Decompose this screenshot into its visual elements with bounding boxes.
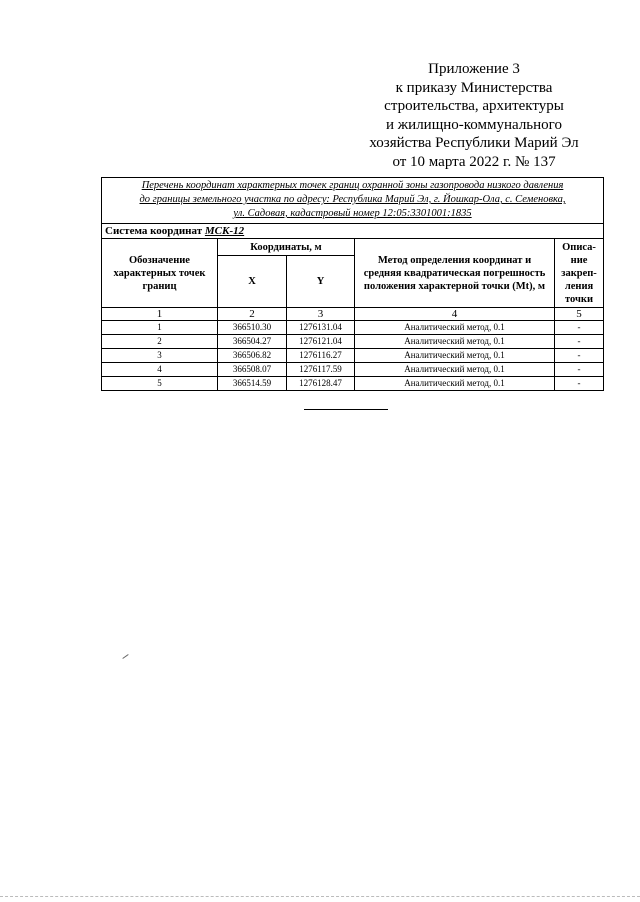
point-number: 2 bbox=[102, 335, 218, 349]
fixing-description: - bbox=[555, 321, 604, 335]
header-x: X bbox=[218, 256, 287, 308]
column-number: 5 bbox=[555, 308, 604, 321]
appendix-line: к приказу Министерства bbox=[395, 79, 553, 96]
table-row bbox=[102, 321, 604, 335]
point-number: 4 bbox=[102, 363, 218, 377]
column-number-row bbox=[102, 308, 604, 321]
coord-y: 1276121.04 bbox=[287, 335, 355, 349]
table-row bbox=[102, 377, 604, 391]
header-fixing-line: точки bbox=[565, 293, 594, 305]
header-coordinates: Координаты, м bbox=[218, 239, 355, 256]
table-caption bbox=[102, 178, 604, 224]
appendix-line: от 10 марта 2022 г. № 137 bbox=[392, 153, 556, 170]
coordinate-system-label: Система координат bbox=[105, 225, 205, 237]
header-fixing bbox=[555, 239, 604, 308]
method: Аналитический метод, 0.1 bbox=[355, 349, 555, 363]
fixing-description: - bbox=[555, 349, 604, 363]
appendix-line: хозяйства Республики Марий Эл bbox=[369, 135, 579, 151]
caption-line: ул. Садовая, кадастровый номер 12:05:3301001:1835 bbox=[233, 208, 472, 219]
table-row bbox=[102, 335, 604, 349]
coord-x: 366514.59 bbox=[218, 377, 287, 391]
coord-x: 366506.82 bbox=[218, 349, 287, 363]
fixing-description: - bbox=[555, 363, 604, 377]
table-row bbox=[102, 349, 604, 363]
point-number: 5 bbox=[102, 377, 218, 391]
method: Аналитический метод, 0.1 bbox=[355, 377, 555, 391]
coord-x: 366504.27 bbox=[218, 335, 287, 349]
table-row bbox=[102, 363, 604, 377]
coordinates-table bbox=[101, 177, 604, 391]
column-number: 4 bbox=[355, 308, 555, 321]
header-fixing-line: Описа- bbox=[562, 241, 596, 253]
appendix-header bbox=[368, 60, 580, 171]
point-number: 1 bbox=[102, 321, 218, 335]
coord-y: 1276117.59 bbox=[287, 363, 355, 377]
method: Аналитический метод, 0.1 bbox=[355, 335, 555, 349]
column-number: 1 bbox=[102, 308, 218, 321]
header-y: Y bbox=[287, 256, 355, 308]
pen-mark bbox=[122, 654, 128, 659]
caption-line: до границы земельного участка по адресу: Республика Марий Эл, г. Йошкар-Ола, с. Семеновка, bbox=[139, 194, 566, 205]
coordinate-system bbox=[102, 224, 604, 239]
fixing-description: - bbox=[555, 377, 604, 391]
end-rule bbox=[304, 409, 388, 410]
column-number: 3 bbox=[287, 308, 355, 321]
coord-y: 1276116.27 bbox=[287, 349, 355, 363]
header-fixing-line: ления bbox=[564, 280, 594, 292]
coord-x: 366508.07 bbox=[218, 363, 287, 377]
header-method: Метод определения координат и средняя квадратическая погрешность положения характерной точки (Mt), м bbox=[355, 239, 555, 308]
method: Аналитический метод, 0.1 bbox=[355, 363, 555, 377]
page-bottom-edge bbox=[0, 896, 640, 897]
method: Аналитический метод, 0.1 bbox=[355, 321, 555, 335]
appendix-line: Приложение 3 bbox=[428, 61, 520, 77]
header-fixing-line: ние bbox=[570, 254, 588, 266]
caption-line: Перечень координат характерных точек границ охранной зоны газопровода низкого давления bbox=[141, 180, 564, 191]
coordinate-system-code: МСК-12 bbox=[204, 225, 245, 237]
coord-y: 1276128.47 bbox=[287, 377, 355, 391]
point-number: 3 bbox=[102, 349, 218, 363]
fixing-description: - bbox=[555, 335, 604, 349]
appendix-line: строительства, архитектуры bbox=[384, 98, 564, 114]
column-number: 2 bbox=[218, 308, 287, 321]
appendix-line: и жилищно-коммунального bbox=[386, 116, 562, 133]
header-point: Обозначение характерных точек границ bbox=[102, 239, 218, 308]
coord-x: 366510.30 bbox=[218, 321, 287, 335]
coord-y: 1276131.04 bbox=[287, 321, 355, 335]
header-fixing-line: закреп- bbox=[561, 267, 597, 279]
